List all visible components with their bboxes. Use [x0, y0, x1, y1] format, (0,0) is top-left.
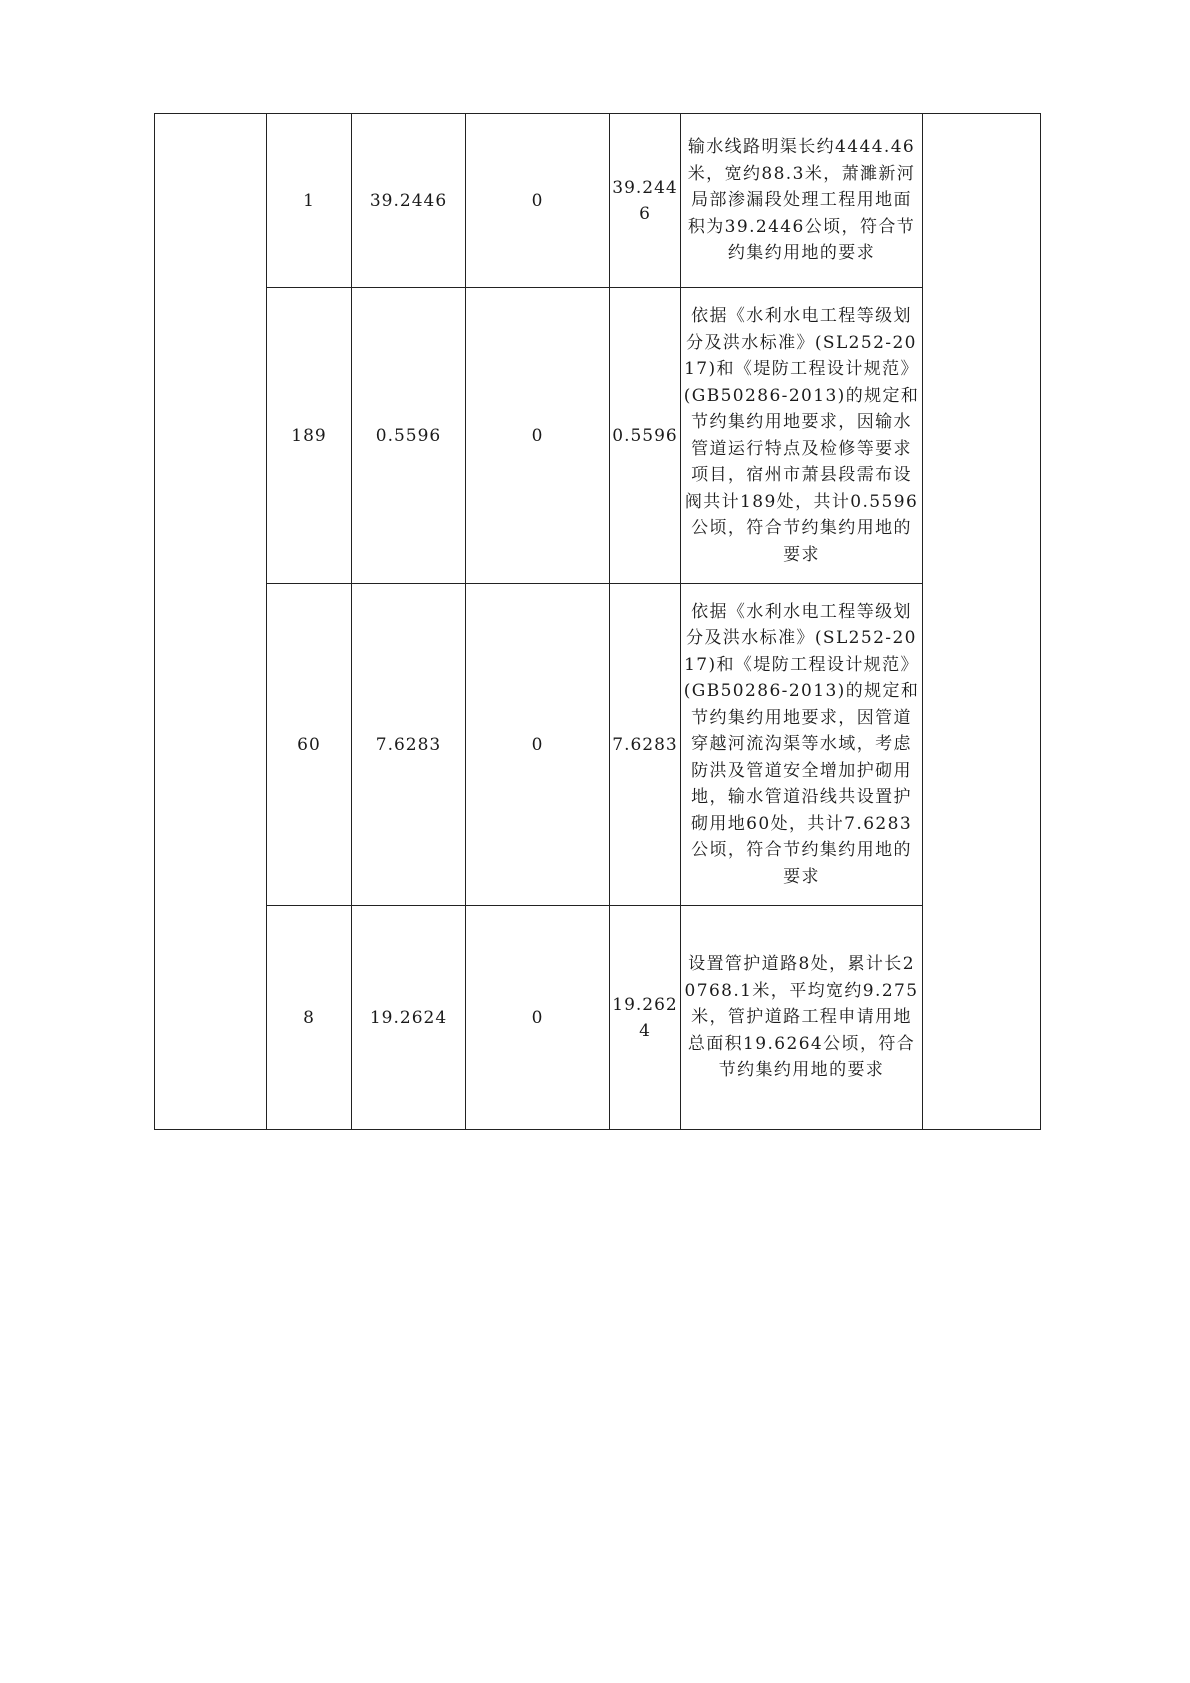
count-cell: 189 — [267, 288, 352, 584]
total-cell: 0.5596 — [610, 288, 681, 584]
project-name-cell — [155, 114, 267, 1130]
area-a-cell: 7.6283 — [352, 584, 466, 906]
count-cell: 1 — [267, 114, 352, 288]
land-use-table — [154, 113, 1041, 1130]
area-b-cell: 0 — [466, 114, 610, 288]
count-cell: 60 — [267, 584, 352, 906]
table-row — [155, 114, 1041, 288]
total-cell: 7.6283 — [610, 584, 681, 906]
area-b-cell: 0 — [466, 906, 610, 1130]
area-a-cell: 0.5596 — [352, 288, 466, 584]
table-row — [155, 584, 1041, 906]
area-a-cell: 39.2446 — [352, 114, 466, 288]
note-cell: 依据《水利水电工程等级划分及洪水标准》(SL252-2017)和《堤防工程设计规范》(GB50286-2013)的规定和节约集约用地要求，因输水管道运行特点及检修等要求项目，宿州市萧县段需布设阀共计189处，共计0.5596公顷，符合节约集约用地的要求 — [681, 288, 923, 584]
area-b-cell: 0 — [466, 288, 610, 584]
note-cell: 输水线路明渠长约4444.46米，宽约88.3米，萧濉新河局部渗漏段处理工程用地面积为39.2446公顷，符合节约集约用地的要求 — [681, 114, 923, 288]
note-cell: 依据《水利水电工程等级划分及洪水标准》(SL252-2017)和《堤防工程设计规范》(GB50286-2013)的规定和节约集约用地要求，因管道穿越河流沟渠等水域，考虑防洪及管道安全增加护砌用地，输水管道沿线共设置护砌用地60处，共计7.6283公顷，符合节约集约用地的要求 — [681, 584, 923, 906]
table-row — [155, 288, 1041, 584]
area-a-cell: 19.2624 — [352, 906, 466, 1130]
count-cell: 8 — [267, 906, 352, 1130]
table-row — [155, 906, 1041, 1130]
area-b-cell: 0 — [466, 584, 610, 906]
note-cell: 设置管护道路8处，累计长20768.1米，平均宽约9.275米，管护道路工程申请用地总面积19.6264公顷，符合节约集约用地的要求 — [681, 906, 923, 1130]
remarks-cell — [923, 114, 1041, 1130]
total-cell: 39.2446 — [610, 114, 681, 288]
total-cell: 19.2624 — [610, 906, 681, 1130]
